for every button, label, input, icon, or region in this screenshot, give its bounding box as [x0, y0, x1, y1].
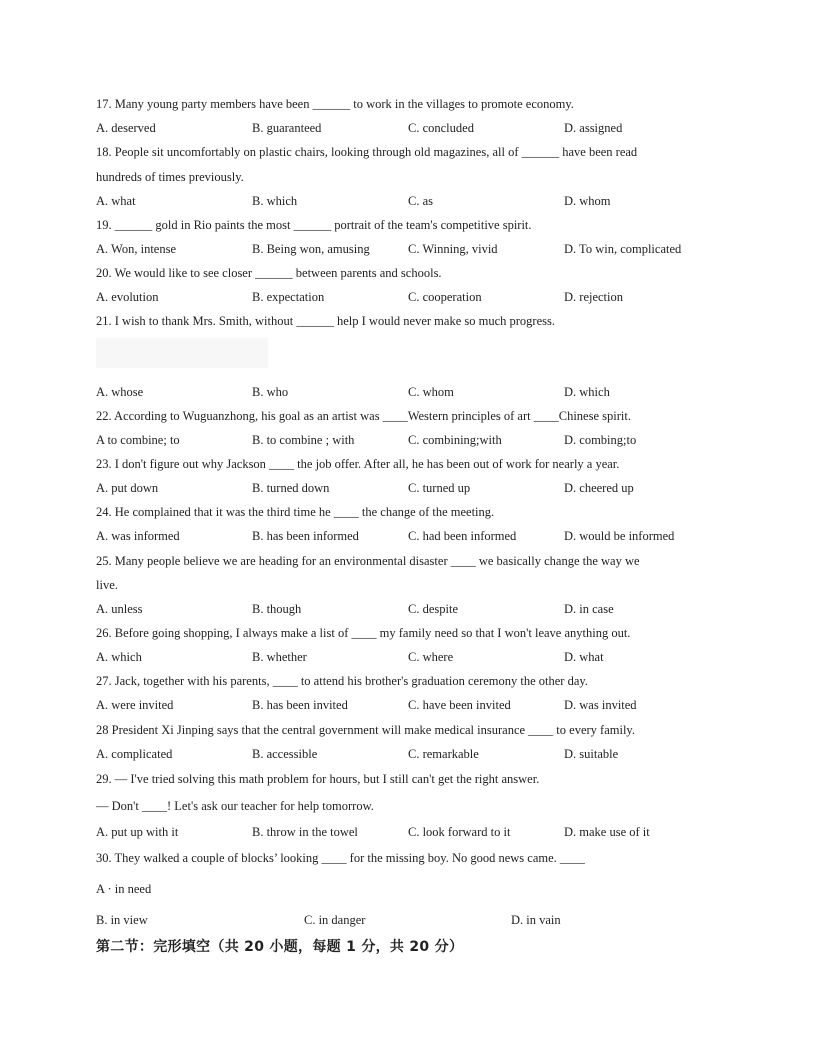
option-b: B. which: [252, 194, 298, 208]
option-d: D. what: [564, 650, 604, 664]
question-28-stem: 28 President Xi Jinping says that the central government will make medical insurance ____ to every family.: [96, 723, 635, 737]
question-30-options: [96, 912, 736, 928]
option-a: A. was informed: [96, 529, 180, 543]
option-c: C. had been informed: [408, 529, 517, 543]
option-a: A to combine; to: [96, 433, 180, 447]
option-c: C. in danger: [304, 913, 366, 927]
option-b: B. has been invited: [252, 698, 348, 712]
option-b: B. who: [252, 385, 289, 399]
option-c: C. Winning, vivid: [408, 242, 498, 256]
question-24-options: [96, 528, 736, 544]
question-22-options: [96, 432, 736, 448]
option-b: B. throw in the towel: [252, 825, 358, 839]
question-23-options: [96, 480, 736, 496]
option-d: D. in case: [564, 602, 614, 616]
question-29-stem-continued: — Don't ____! Let's ask our teacher for help tomorrow.: [96, 799, 374, 813]
option-c: C. look forward to it: [408, 825, 511, 839]
option-c: C. as: [408, 194, 433, 208]
option-a: A. were invited: [96, 698, 174, 712]
option-a: A. which: [96, 650, 142, 664]
option-b: B. Being won, amusing: [252, 242, 370, 256]
question-29-options: [96, 824, 736, 840]
option-d: D. assigned: [564, 121, 623, 135]
option-b: B. in view: [96, 913, 148, 927]
option-d: D. make use of it: [564, 825, 650, 839]
option-d: D. which: [564, 385, 610, 399]
question-17-options: [96, 120, 736, 136]
option-c: C. concluded: [408, 121, 474, 135]
option-d: D. To win, complicated: [564, 242, 682, 256]
question-27-stem: 27. Jack, together with his parents, ____ to attend his brother's graduation ceremony the other day.: [96, 674, 588, 688]
option-b: B. has been informed: [252, 529, 359, 543]
option-d: D. suitable: [564, 747, 619, 761]
option-a: A. Won, intense: [96, 242, 177, 256]
option-a: A. put down: [96, 481, 159, 495]
option-d: D. combing;to: [564, 433, 637, 447]
option-b: B. to combine ; with: [252, 433, 355, 447]
question-18-stem-continued: hundreds of times previously.: [96, 170, 244, 184]
option-a: A. put up with it: [96, 825, 179, 839]
option-a: A. complicated: [96, 747, 173, 761]
option-b: B. guaranteed: [252, 121, 322, 135]
question-30-stem: 30. They walked a couple of blocks’ looking ____ for the missing boy. No good news came. ____: [96, 851, 585, 865]
question-28-options: [96, 746, 736, 762]
question-25-stem: 25. Many people believe we are heading for an environmental disaster ____ we basically change the way we: [96, 554, 640, 568]
option-a: A · in need: [96, 882, 152, 896]
option-b: B. turned down: [252, 481, 330, 495]
question-22-stem: 22. According to Wuguanzhong, his goal as an artist was ____Western principles of art ____Chinese spirit.: [96, 409, 631, 423]
option-c: C. cooperation: [408, 290, 482, 304]
option-b: B. whether: [252, 650, 307, 664]
option-b: B. expectation: [252, 290, 325, 304]
question-19-options: [96, 241, 736, 257]
option-c: C. despite: [408, 602, 458, 616]
question-20-stem: 20. We would like to see closer ______ between parents and schools.: [96, 266, 442, 280]
scan-smudge: [96, 338, 268, 368]
option-c: C. have been invited: [408, 698, 511, 712]
question-21-stem: 21. I wish to thank Mrs. Smith, without ______ help I would never make so much progress.: [96, 314, 555, 328]
option-b: B. accessible: [252, 747, 318, 761]
option-a: A. whose: [96, 385, 144, 399]
option-d: D. rejection: [564, 290, 624, 304]
question-19-stem: 19. ______ gold in Rio paints the most ______ portrait of the team's competitive spirit.: [96, 218, 532, 232]
option-a: A. evolution: [96, 290, 159, 304]
section-heading: 第二节：完形填空（共 20 小题，每题 1 分，共 20 分）: [96, 939, 464, 955]
option-d: D. whom: [564, 194, 611, 208]
question-23-stem: 23. I don't figure out why Jackson ____ the job offer. After all, he has been out of work for nearly a year.: [96, 457, 620, 471]
option-c: C. remarkable: [408, 747, 479, 761]
question-26-stem: 26. Before going shopping, I always make a list of ____ my family need so that I won't leave anything out.: [96, 626, 631, 640]
question-27-options: [96, 697, 736, 713]
question-21-options: [96, 384, 736, 400]
question-24-stem: 24. He complained that it was the third time he ____ the change of the meeting.: [96, 505, 495, 519]
option-d: D. cheered up: [564, 481, 634, 495]
option-c: C. where: [408, 650, 454, 664]
question-20-options: [96, 289, 736, 305]
option-a: A. what: [96, 194, 136, 208]
question-25-options: [96, 601, 736, 617]
option-c: C. turned up: [408, 481, 471, 495]
question-26-options: [96, 649, 736, 665]
option-b: B. though: [252, 602, 302, 616]
option-d: D. was invited: [564, 698, 637, 712]
question-17-stem: 17. Many young party members have been ______ to work in the villages to promote economy.: [96, 97, 574, 111]
question-29-stem: 29. — I've tried solving this math problem for hours, but I still can't get the right answer.: [96, 772, 540, 786]
option-a: A. deserved: [96, 121, 156, 135]
option-d: D. in vain: [511, 913, 561, 927]
question-18-stem: 18. People sit uncomfortably on plastic chairs, looking through old magazines, all of ______ have been read: [96, 145, 638, 159]
option-c: C. combining;with: [408, 433, 502, 447]
question-18-options: [96, 193, 736, 209]
question-25-stem-continued: live.: [96, 578, 118, 592]
option-c: C. whom: [408, 385, 454, 399]
option-d: D. would be informed: [564, 529, 675, 543]
option-a: A. unless: [96, 602, 143, 616]
